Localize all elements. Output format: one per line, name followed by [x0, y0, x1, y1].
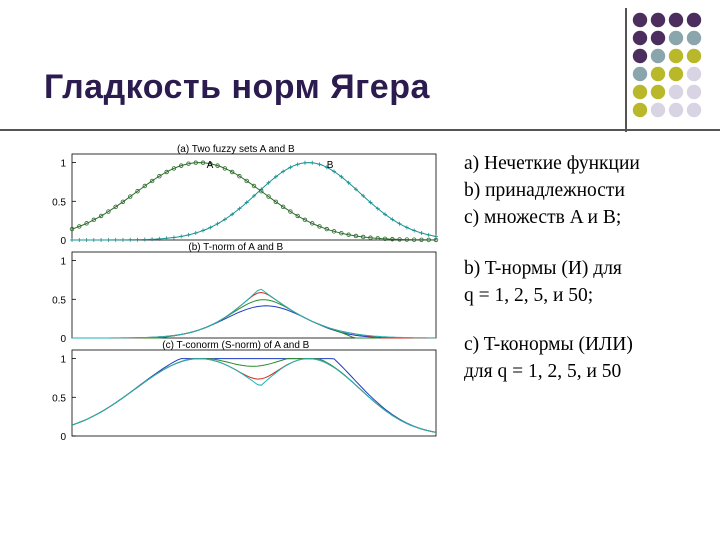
decorative-dot — [633, 85, 647, 99]
marker-b — [77, 238, 81, 242]
marker-b — [303, 161, 307, 165]
marker-b — [121, 238, 125, 242]
marker-b — [412, 229, 416, 233]
bullet-group-membership — [464, 150, 714, 231]
marker-b — [85, 238, 89, 242]
subplot-title: (b) T-norm of A and B — [188, 242, 284, 253]
subplot — [52, 144, 438, 247]
decorative-dot — [633, 67, 647, 81]
bullet-line: c) множеств A и B; — [464, 207, 622, 228]
bullet-line: b) принадлежности — [464, 180, 625, 201]
decorative-dot — [669, 13, 683, 27]
decorative-dot — [669, 49, 683, 63]
bullet-line: q = 1, 2, 5, и 50; — [464, 285, 594, 306]
y-tick-label: 1 — [60, 256, 66, 268]
series-line-a — [72, 163, 436, 240]
title-divider — [0, 129, 720, 131]
marker-b — [114, 238, 118, 242]
series-line — [72, 289, 436, 338]
marker-b — [136, 238, 140, 242]
marker-b — [216, 222, 220, 226]
decorative-dot — [669, 103, 683, 117]
y-tick-label: 1 — [60, 158, 66, 170]
decorative-dot — [651, 49, 665, 63]
annotation-b: B — [326, 160, 334, 172]
subplot — [52, 340, 436, 443]
bullet-group-tconorm — [464, 331, 714, 385]
decorative-dot — [633, 31, 647, 45]
decorative-dot — [687, 67, 701, 81]
series-line-b — [72, 163, 436, 240]
slide-title: Гладкость норм Ягера — [44, 68, 430, 106]
marker-b — [99, 238, 103, 242]
y-tick-label: 1 — [60, 354, 66, 366]
bullet-list — [464, 150, 714, 385]
figure-panel — [50, 140, 440, 450]
decorative-dot — [633, 49, 647, 63]
bullet-group-tnorm — [464, 255, 714, 309]
marker-b — [172, 235, 176, 239]
y-tick-label: 0.5 — [52, 197, 66, 209]
marker-b — [128, 238, 132, 242]
series-line — [72, 300, 436, 338]
decorative-dot — [651, 31, 665, 45]
annotation-a: A — [206, 160, 214, 172]
series-line — [72, 306, 436, 338]
marker-b — [288, 165, 292, 169]
marker-b — [201, 229, 205, 233]
marker-b — [405, 225, 409, 229]
decorative-dot — [651, 67, 665, 81]
bullet-line: b) T-нормы (И) для — [464, 258, 622, 279]
marker-b — [310, 161, 314, 165]
bullet-line: для q = 1, 2, 5, и 50 — [464, 361, 622, 382]
vertical-divider — [625, 8, 627, 132]
y-tick-label: 0 — [60, 334, 66, 345]
marker-b — [318, 162, 322, 166]
y-tick-label: 0 — [60, 432, 66, 443]
decorative-dot — [651, 85, 665, 99]
marker-b — [106, 238, 110, 242]
y-tick-label: 0.5 — [52, 393, 66, 405]
series-line — [72, 359, 436, 433]
decorative-dot — [669, 67, 683, 81]
decorative-dot — [687, 13, 701, 27]
marker-b — [296, 162, 300, 166]
marker-b — [208, 225, 212, 229]
subplot-title: (a) Two fuzzy sets A and B — [176, 144, 295, 155]
decorative-dot — [633, 13, 647, 27]
decorative-dot — [669, 31, 683, 45]
marker-b — [150, 237, 154, 241]
bullet-line: c) T-конормы (ИЛИ) — [464, 334, 633, 355]
decorative-dot — [669, 85, 683, 99]
decorative-dot — [651, 13, 665, 27]
marker-b — [186, 233, 190, 237]
marker-b — [179, 234, 183, 238]
marker-b — [92, 238, 96, 242]
decorative-dot — [633, 103, 647, 117]
subplot-title: (c) T-conorm (S-norm) of A and B — [162, 340, 310, 351]
y-tick-label: 0 — [60, 236, 66, 247]
marker-b — [434, 234, 438, 238]
y-tick-label: 0.5 — [52, 295, 66, 307]
marker-b — [70, 238, 74, 242]
decorative-dot — [687, 85, 701, 99]
decorative-dot — [687, 49, 701, 63]
decorative-dot — [651, 103, 665, 117]
series-line — [72, 293, 436, 339]
marker-b — [194, 231, 198, 235]
decorative-dot — [687, 31, 701, 45]
marker-b — [419, 231, 423, 235]
subplot — [52, 242, 436, 345]
marker-b — [427, 233, 431, 237]
bullet-line: a) Нечеткие функции — [464, 153, 640, 174]
subplot-frame — [72, 350, 436, 436]
marker-b — [143, 238, 147, 242]
marker-b — [398, 222, 402, 226]
decorative-dot — [687, 103, 701, 117]
